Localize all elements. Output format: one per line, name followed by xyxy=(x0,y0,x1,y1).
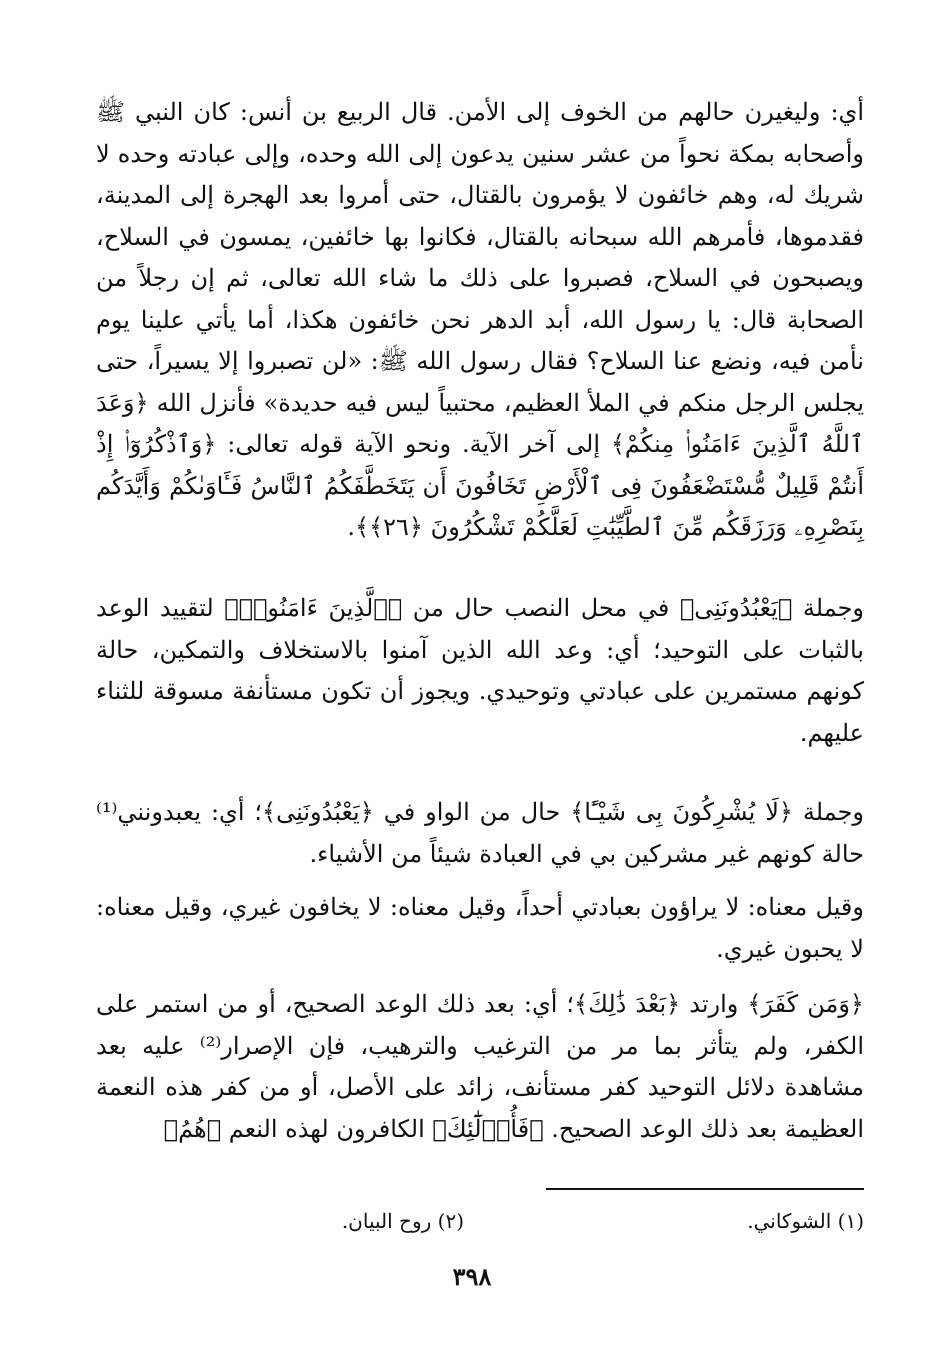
page-number: ٣٩٨ xyxy=(452,1262,492,1291)
paragraph: وجملة ﴿لَا يُشْرِكُونَ بِى شَيْـًٔا﴾ حال من الواو في ﴿يَعْبُدُونَنِى﴾؛ أي: يعبدونني⁽¹⁾ حالة كونهم غير مشركين بي في العبادة شيئاً من الأشياء. xyxy=(96,798,864,868)
paragraph: ﴿وَمَن كَفَرَ﴾ وارتد ﴿بَعْدَ ذَٰلِكَ﴾؛ أي: بعد ذلك الوعد الصحيح، أو من استمر على الكفر، ولم يتأثر بما مر من الترغيب والترهيب، فإن الإصرار⁽²⁾ عليه بعد مشاهدة دلائل التوحيد كفر مستأنف، زائد على الأصل، أو من كفر هذه النعمة العظيمة بعد ذلك الوعد الصحيح. ﴿فَأُو۟لَٰٓئِكَ﴾ الكافرون لهذه النعم ﴿هُمُ﴾ xyxy=(96,990,864,1143)
paragraph: أي: وليغيرن حالهم من الخوف إلى الأمن. قال الربيع بن أنس: كان النبي ﷺ وأصحابه بمكة نحواً من عشر سنين يدعون إلى الله وحده، وإلى عبادته وحده لا شريك له، وهم خائفون لا يؤمرون بالقتال، حتى أمروا بعد الهجرة إلى المدينة، فقدموها، فأمرهم الله سبحانه بالقتال، فكانوا بها خائفين، يمسون في السلاح، ويصبحون في السلاح، فصبروا على ذلك ما شاء الله تعالى، ثم إن رجلاً من الصحابة قال: يا رسول الله، أبد الدهر نحن خائفون هكذا، أما يأتي علينا يوم نأمن فيه، ونضع عنا السلاح؟ فقال رسول الله ﷺ: «لن تصبروا إلا يسيراً، حتى يجلس الرجل منكم في الملأ العظيم، محتبياً ليس فيه حديدة» فأنزل الله ﴿وَعَدَ ٱللَّهُ ٱلَّذِينَ ءَامَنُوا۟ مِنكُمْ﴾ إلى آخر الآية. ونحو الآية قوله تعالى: ﴿وَٱذْكُرُوٓا۟ إِذْ أَنتُمْ قَلِيلٌ مُّسْتَضْعَفُونَ فِى ٱلْأَرْضِ تَخَافُونَ أَن يَتَخَطَّفَكُمُ ٱلنَّاسُ فَـَٔاوَىٰكُمْ وَأَيَّدَكُم بِنَصْرِهِۦ وَرَزَقَكُم مِّنَ ٱلطَّيِّبَٰتِ لَعَلَّكُمْ تَشْكُرُونَ ﴿٢٦﴾﴾. xyxy=(96,98,865,541)
footnote: (٢) روح البيان. xyxy=(341,1209,464,1233)
footnote-separator xyxy=(546,1188,864,1190)
paragraph: وقيل معناه: لا يراؤون بعبادتي أحداً، وقيل معناه: لا يخافون غيري، وقيل معناه: لا يحبون غيري. xyxy=(96,893,864,963)
paragraph: وجملة ﴿يَعْبُدُونَنِى﴾ في محل النصب حال من ﴿ٱلَّذِينَ ءَامَنُوا۟﴾ لتقييد الوعد بالثبات على التوحيد؛ أي: وعد الله الذين آمنوا بالاستخلاف والتمكين، حالة كونهم مستمرين على عبادتي وتوحيدي. ويجوز أن تكون مستأنفة مسوقة للثناء عليهم. xyxy=(96,594,864,747)
footnote: (١) الشوكاني. xyxy=(747,1209,864,1233)
